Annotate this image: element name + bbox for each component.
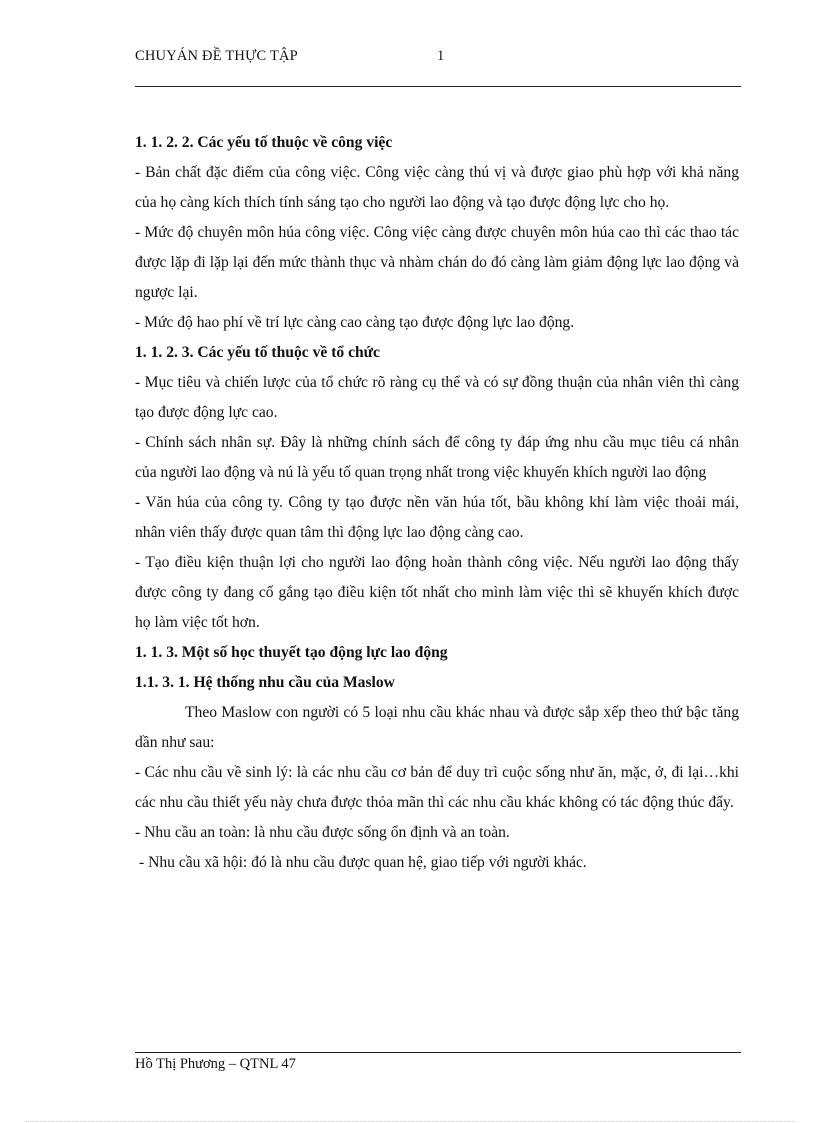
paragraph: - Mức độ chuyên môn húa công việc. Công việc càng được chuyên môn húa cao thì các thao tác được lặp đi lặp lại đến mức thành thục và nhàm chán do đó càng làm giảm động lực lao động và ngược lại. [135, 224, 739, 301]
header-rule [135, 86, 741, 87]
paragraph: - Tạo điều kiện thuận lợi cho người lao động hoàn thành công việc. Nếu người lao động thấy được công ty đang cố gắng tạo điều kiện tốt nhất cho mình làm việc thì sẽ khuyến khích được họ làm việc tốt hơn. [135, 554, 739, 631]
paragraph: - Mục tiêu và chiến lược của tổ chức rõ ràng cụ thể và có sự đồng thuận của nhân viên thì càng tạo được động lực cao. [135, 374, 739, 421]
page-number: 1 [437, 48, 445, 64]
paragraph: - Nhu cầu xã hội: đó là nhu cầu được quan hệ, giao tiếp với người khác. [139, 854, 587, 871]
document-body [135, 128, 739, 878]
footer-author: Hồ Thị Phương – QTNL 47 [135, 1056, 296, 1072]
page-footer [135, 1056, 296, 1073]
paragraph: - Văn húa của công ty. Công ty tạo được nền văn húa tốt, bầu không khí làm việc thoải mái, nhân viên thấy được quan tâm thì động lực lao động càng cao. [135, 494, 739, 541]
paragraph: Theo Maslow con người có 5 loại nhu cầu khác nhau và được sắp xếp theo thứ bậc tăng dần như sau: [135, 704, 739, 751]
section-heading: 1. 1. 2. 2. Các yếu tố thuộc về công việc [135, 134, 393, 151]
paragraph: - Nhu cầu an toàn: là nhu cầu được sống ổn định và an toàn. [135, 824, 510, 841]
header-title: CHUYÁN ĐỀ THỰC TẬP [135, 48, 298, 64]
paragraph: - Chính sách nhân sự. Đây là những chính sách để công ty đáp ứng nhu cầu mục tiêu cá nhân của người lao động và nú là yếu tố quan trọng nhất trong việc khuyến khích người lao động [135, 434, 739, 481]
subsection-heading: 1.1. 3. 1. Hệ thống nhu cầu của Maslow [135, 674, 395, 691]
page-edge-divider [25, 1121, 795, 1122]
section-heading: 1. 1. 2. 3. Các yếu tố thuộc về tổ chức [135, 344, 380, 361]
footer-rule [135, 1052, 741, 1053]
section-heading: 1. 1. 3. Một số học thuyết tạo động lực lao động [135, 644, 448, 661]
paragraph: - Các nhu cầu về sinh lý: là các nhu cầu cơ bản để duy trì cuộc sống như ăn, mặc, ở, đi lại…khi các nhu cầu thiết yếu này chưa được thỏa mãn thì các nhu cầu khác không có tác động thúc đẩy. [135, 764, 739, 811]
paragraph: - Bản chất đặc điểm của công việc. Công việc càng thú vị và được giao phù hợp với khả năng của họ càng kích thích tính sáng tạo cho người lao động và tạo được động lực cho họ. [135, 164, 739, 211]
paragraph: - Mức độ hao phí về trí lực càng cao càng tạo được động lực lao động. [135, 314, 575, 331]
page-header [135, 48, 740, 72]
